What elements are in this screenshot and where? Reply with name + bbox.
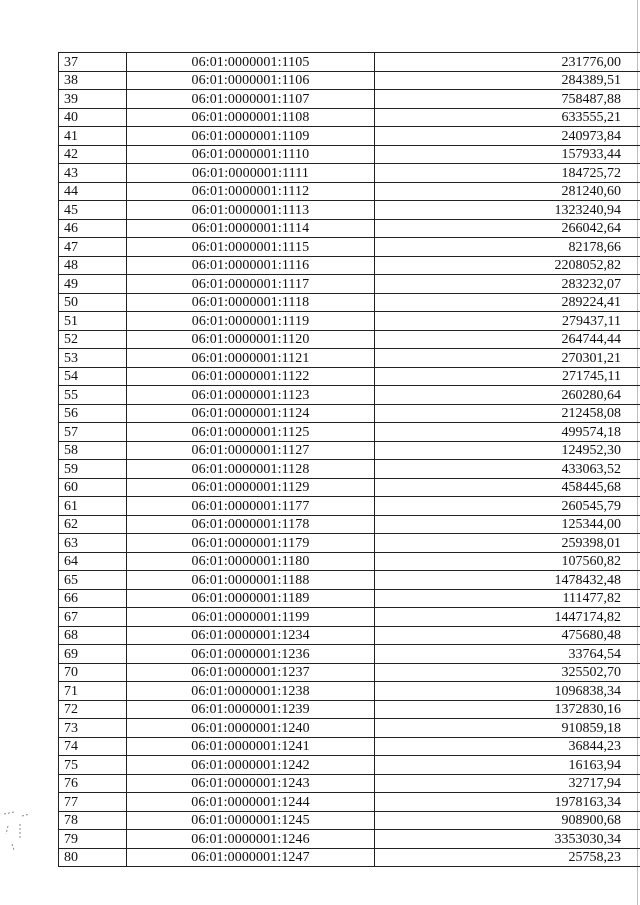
row-number-cell: 75	[59, 756, 127, 775]
row-number-cell: 72	[59, 700, 127, 719]
row-number-cell: 79	[59, 830, 127, 849]
row-number-cell: 38	[59, 71, 127, 90]
table-row	[59, 737, 640, 756]
row-number-cell: 46	[59, 219, 127, 238]
table-row	[59, 90, 640, 109]
row-number-cell: 59	[59, 460, 127, 479]
value-cell: 240973,84	[375, 127, 640, 146]
cadastral-number-cell: 06:01:0000001:1178	[127, 515, 375, 534]
cadastral-number-cell: 06:01:0000001:1246	[127, 830, 375, 849]
row-number-cell: 63	[59, 534, 127, 553]
table-row	[59, 478, 640, 497]
value-cell: 1978163,34	[375, 793, 640, 812]
cadastral-number-cell: 06:01:0000001:1106	[127, 71, 375, 90]
table-row	[59, 848, 640, 867]
row-number-cell: 48	[59, 256, 127, 275]
row-number-cell: 44	[59, 182, 127, 201]
value-cell: 1372830,16	[375, 700, 640, 719]
table-row	[59, 238, 640, 257]
row-number-cell: 77	[59, 793, 127, 812]
value-cell: 2208052,82	[375, 256, 640, 275]
row-number-cell: 67	[59, 608, 127, 627]
row-number-cell: 60	[59, 478, 127, 497]
table-row	[59, 164, 640, 183]
table-row	[59, 312, 640, 331]
table-body	[59, 53, 640, 867]
cadastral-number-cell: 06:01:0000001:1105	[127, 53, 375, 72]
cadastral-number-cell: 06:01:0000001:1127	[127, 441, 375, 460]
cadastral-number-cell: 06:01:0000001:1243	[127, 774, 375, 793]
cadastral-number-cell: 06:01:0000001:1240	[127, 719, 375, 738]
cadastral-number-cell: 06:01:0000001:1234	[127, 626, 375, 645]
cadastral-number-cell: 06:01:0000001:1117	[127, 275, 375, 294]
row-number-cell: 54	[59, 367, 127, 386]
table-row	[59, 441, 640, 460]
table-row	[59, 423, 640, 442]
value-cell: 289224,41	[375, 293, 640, 312]
row-number-cell: 74	[59, 737, 127, 756]
value-cell: 458445,68	[375, 478, 640, 497]
cadastral-number-cell: 06:01:0000001:1118	[127, 293, 375, 312]
cadastral-number-cell: 06:01:0000001:1199	[127, 608, 375, 627]
row-number-cell: 80	[59, 848, 127, 867]
cadastral-number-cell: 06:01:0000001:1129	[127, 478, 375, 497]
table-row	[59, 774, 640, 793]
cadastral-number-cell: 06:01:0000001:1239	[127, 700, 375, 719]
row-number-cell: 40	[59, 108, 127, 127]
row-number-cell: 55	[59, 386, 127, 405]
table-row	[59, 700, 640, 719]
table-row	[59, 404, 640, 423]
table-row	[59, 367, 640, 386]
value-cell: 107560,82	[375, 552, 640, 571]
value-cell: 32717,94	[375, 774, 640, 793]
table-row	[59, 293, 640, 312]
cadastral-number-cell: 06:01:0000001:1180	[127, 552, 375, 571]
value-cell: 125344,00	[375, 515, 640, 534]
table-row	[59, 682, 640, 701]
table-row	[59, 256, 640, 275]
scan-artifact-marks	[0, 800, 40, 860]
row-number-cell: 62	[59, 515, 127, 534]
row-number-cell: 71	[59, 682, 127, 701]
value-cell: 3353030,34	[375, 830, 640, 849]
table-row	[59, 663, 640, 682]
cadastral-number-cell: 06:01:0000001:1123	[127, 386, 375, 405]
cadastral-number-cell: 06:01:0000001:1238	[127, 682, 375, 701]
cadastral-number-cell: 06:01:0000001:1113	[127, 201, 375, 220]
value-cell: 499574,18	[375, 423, 640, 442]
value-cell: 910859,18	[375, 719, 640, 738]
row-number-cell: 41	[59, 127, 127, 146]
cadastral-number-cell: 06:01:0000001:1111	[127, 164, 375, 183]
value-cell: 212458,08	[375, 404, 640, 423]
cadastral-number-cell: 06:01:0000001:1236	[127, 645, 375, 664]
row-number-cell: 42	[59, 145, 127, 164]
value-cell: 25758,23	[375, 848, 640, 867]
table-row	[59, 108, 640, 127]
value-cell: 1323240,94	[375, 201, 640, 220]
cadastral-number-cell: 06:01:0000001:1115	[127, 238, 375, 257]
table-row	[59, 608, 640, 627]
table-row	[59, 719, 640, 738]
cadastral-number-cell: 06:01:0000001:1237	[127, 663, 375, 682]
table-row	[59, 497, 640, 516]
cadastral-number-cell: 06:01:0000001:1114	[127, 219, 375, 238]
table-row	[59, 127, 640, 146]
value-cell: 475680,48	[375, 626, 640, 645]
row-number-cell: 39	[59, 90, 127, 109]
cadastral-number-cell: 06:01:0000001:1119	[127, 312, 375, 331]
cadastral-number-cell: 06:01:0000001:1188	[127, 571, 375, 590]
value-cell: 33764,54	[375, 645, 640, 664]
value-cell: 231776,00	[375, 53, 640, 72]
cadastral-number-cell: 06:01:0000001:1125	[127, 423, 375, 442]
row-number-cell: 37	[59, 53, 127, 72]
cadastral-number-cell: 06:01:0000001:1121	[127, 349, 375, 368]
table-row	[59, 145, 640, 164]
table-row	[59, 219, 640, 238]
row-number-cell: 56	[59, 404, 127, 423]
row-number-cell: 49	[59, 275, 127, 294]
value-cell: 111477,82	[375, 589, 640, 608]
cadastral-number-cell: 06:01:0000001:1124	[127, 404, 375, 423]
table-row	[59, 756, 640, 775]
cadastral-number-cell: 06:01:0000001:1128	[127, 460, 375, 479]
row-number-cell: 61	[59, 497, 127, 516]
row-number-cell: 52	[59, 330, 127, 349]
value-cell: 433063,52	[375, 460, 640, 479]
row-number-cell: 58	[59, 441, 127, 460]
cadastral-number-cell: 06:01:0000001:1189	[127, 589, 375, 608]
row-number-cell: 78	[59, 811, 127, 830]
value-cell: 260545,79	[375, 497, 640, 516]
cadastral-value-table	[58, 52, 640, 867]
cadastral-number-cell: 06:01:0000001:1122	[127, 367, 375, 386]
table-row	[59, 53, 640, 72]
cadastral-number-cell: 06:01:0000001:1177	[127, 497, 375, 516]
cadastral-number-cell: 06:01:0000001:1109	[127, 127, 375, 146]
cadastral-number-cell: 06:01:0000001:1241	[127, 737, 375, 756]
row-number-cell: 69	[59, 645, 127, 664]
row-number-cell: 57	[59, 423, 127, 442]
cadastral-number-cell: 06:01:0000001:1108	[127, 108, 375, 127]
table-row	[59, 275, 640, 294]
table-row	[59, 182, 640, 201]
table-row	[59, 349, 640, 368]
table-row	[59, 811, 640, 830]
table-row	[59, 589, 640, 608]
table-row	[59, 534, 640, 553]
row-number-cell: 66	[59, 589, 127, 608]
value-cell: 260280,64	[375, 386, 640, 405]
table-row	[59, 830, 640, 849]
value-cell: 259398,01	[375, 534, 640, 553]
cadastral-number-cell: 06:01:0000001:1120	[127, 330, 375, 349]
value-cell: 270301,21	[375, 349, 640, 368]
table-row	[59, 386, 640, 405]
cadastral-number-cell: 06:01:0000001:1112	[127, 182, 375, 201]
value-cell: 124952,30	[375, 441, 640, 460]
value-cell: 758487,88	[375, 90, 640, 109]
table-row	[59, 571, 640, 590]
cadastral-number-cell: 06:01:0000001:1179	[127, 534, 375, 553]
value-cell: 633555,21	[375, 108, 640, 127]
row-number-cell: 70	[59, 663, 127, 682]
row-number-cell: 50	[59, 293, 127, 312]
value-cell: 184725,72	[375, 164, 640, 183]
table-row	[59, 460, 640, 479]
value-cell: 1447174,82	[375, 608, 640, 627]
value-cell: 284389,51	[375, 71, 640, 90]
value-cell: 82178,66	[375, 238, 640, 257]
row-number-cell: 47	[59, 238, 127, 257]
cadastral-number-cell: 06:01:0000001:1244	[127, 793, 375, 812]
value-cell: 271745,11	[375, 367, 640, 386]
cadastral-number-cell: 06:01:0000001:1247	[127, 848, 375, 867]
value-cell: 279437,11	[375, 312, 640, 331]
value-cell: 281240,60	[375, 182, 640, 201]
row-number-cell: 76	[59, 774, 127, 793]
table-row	[59, 793, 640, 812]
value-cell: 36844,23	[375, 737, 640, 756]
row-number-cell: 53	[59, 349, 127, 368]
row-number-cell: 43	[59, 164, 127, 183]
value-cell: 1478432,48	[375, 571, 640, 590]
row-number-cell: 68	[59, 626, 127, 645]
table-row	[59, 330, 640, 349]
cadastral-number-cell: 06:01:0000001:1245	[127, 811, 375, 830]
cadastral-number-cell: 06:01:0000001:1242	[127, 756, 375, 775]
table-row	[59, 201, 640, 220]
row-number-cell: 51	[59, 312, 127, 331]
row-number-cell: 73	[59, 719, 127, 738]
value-cell: 16163,94	[375, 756, 640, 775]
value-cell: 264744,44	[375, 330, 640, 349]
table-row	[59, 552, 640, 571]
row-number-cell: 45	[59, 201, 127, 220]
value-cell: 283232,07	[375, 275, 640, 294]
value-cell: 157933,44	[375, 145, 640, 164]
cadastral-number-cell: 06:01:0000001:1116	[127, 256, 375, 275]
row-number-cell: 64	[59, 552, 127, 571]
table-row	[59, 626, 640, 645]
cadastral-number-cell: 06:01:0000001:1110	[127, 145, 375, 164]
cadastral-number-cell: 06:01:0000001:1107	[127, 90, 375, 109]
value-cell: 1096838,34	[375, 682, 640, 701]
value-cell: 908900,68	[375, 811, 640, 830]
table-row	[59, 515, 640, 534]
value-cell: 266042,64	[375, 219, 640, 238]
table-row	[59, 645, 640, 664]
table-row	[59, 71, 640, 90]
row-number-cell: 65	[59, 571, 127, 590]
value-cell: 325502,70	[375, 663, 640, 682]
